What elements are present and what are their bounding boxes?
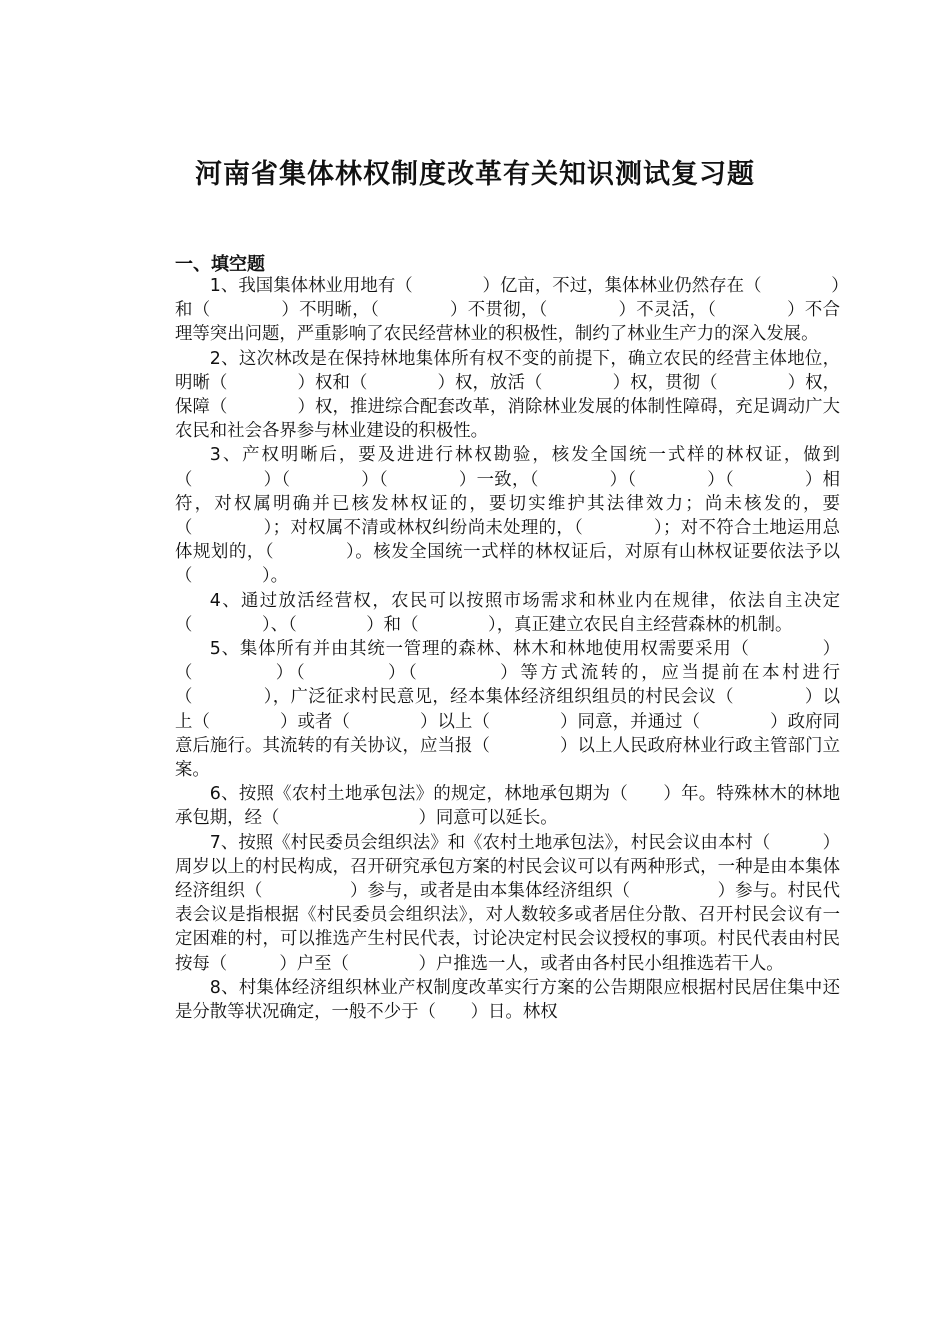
question-7: 7、按照《村民委员会组织法》和《农村土地承包法》，村民会议由本村（ ）周岁以上的村民构成，召开研究承包方案的村民会议可以有两种形式，一种是由本集体经济组织（ ）参与，或者是由本集体经济组织（ ）参与。村民代表会议是指根据《村民委员会组织法》，对人数较多或者居住分散、召开村民会议有一定困难的村，可以推选产生村民代表，讨论决定村民会议授权的事项。村民代表由村民按每（ ）户至（ ）户推选一人，或者由各村民小组推选若干人。 xyxy=(175,832,840,974)
question-list xyxy=(175,274,840,1024)
question-1: 1、我国集体林业用地有（ ）亿亩，不过，集体林业仍然存在（ ）和（ ）不明晰，（ ）不贯彻，（ ）不灵活，（ ）不合理等突出问题，严重影响了农民经营林业的积极性，制约了林业生产力的深入发展。 xyxy=(175,276,840,345)
question-3: 3、产权明晰后，要及进进行林权勘验，核发全国统一式样的林权证，做到（ ）（ ）（ ）一致，（ ）（ ）（ ）相符，对权属明确并已核发林权证的，要切实维护其法律效力；尚未核发的，要（ ）；对权属不清或林权纠纷尚未处理的，（ ）；对不符合土地运用总体规划的，（ ）。核发全国统一式样的林权证后，对原有山林权证要依法予以（ ）。 xyxy=(175,445,840,587)
question-8: 8、村集体经济组织林业产权制度改革实行方案的公告期限应根据村民居住集中还是分散等状况确定，一般不少于（ ）日。林权 xyxy=(175,977,840,1023)
question-2: 2、这次林改是在保持林地集体所有权不变的前提下，确立农民的经营主体地位，明晰（ ）权和（ ）权，放活（ ）权，贯彻（ ）权，保障（ ）权，推进综合配套改革，消除林业发展的体制性障碍，充足调动广大农民和社会各界参与林业建设的积极性。 xyxy=(175,348,840,442)
section-heading: 一、填空题 xyxy=(175,254,265,275)
document-title: 河南省集体林权制度改革有关知识测试复习题 xyxy=(195,159,755,190)
question-5: 5、集体所有并由其统一管理的森林、林木和林地使用权需要采用（ ）（ ）（ ）（ ）等方式流转的，应当提前在本村进行（ ），广泛征求村民意见，经本集体经济组织组员的村民会议（ ）以上（ ）或者（ ）以上（ ）同意，并通过（ ）政府同意后施行。其流转的有关协议，应当报（ ）以上人民政府林业行政主管部门立案。 xyxy=(175,639,840,781)
question-6: 6、按照《农村土地承包法》的规定，林地承包期为（ ）年。特殊林木的林地承包期，经（ ）同意可以延长。 xyxy=(175,784,840,829)
question-4: 4、通过放活经营权，农民可以按照市场需求和林业内在规律，依法自主决定（ ）、（ ）和（ ），真正建立农民自主经营森林的机制。 xyxy=(175,590,840,635)
